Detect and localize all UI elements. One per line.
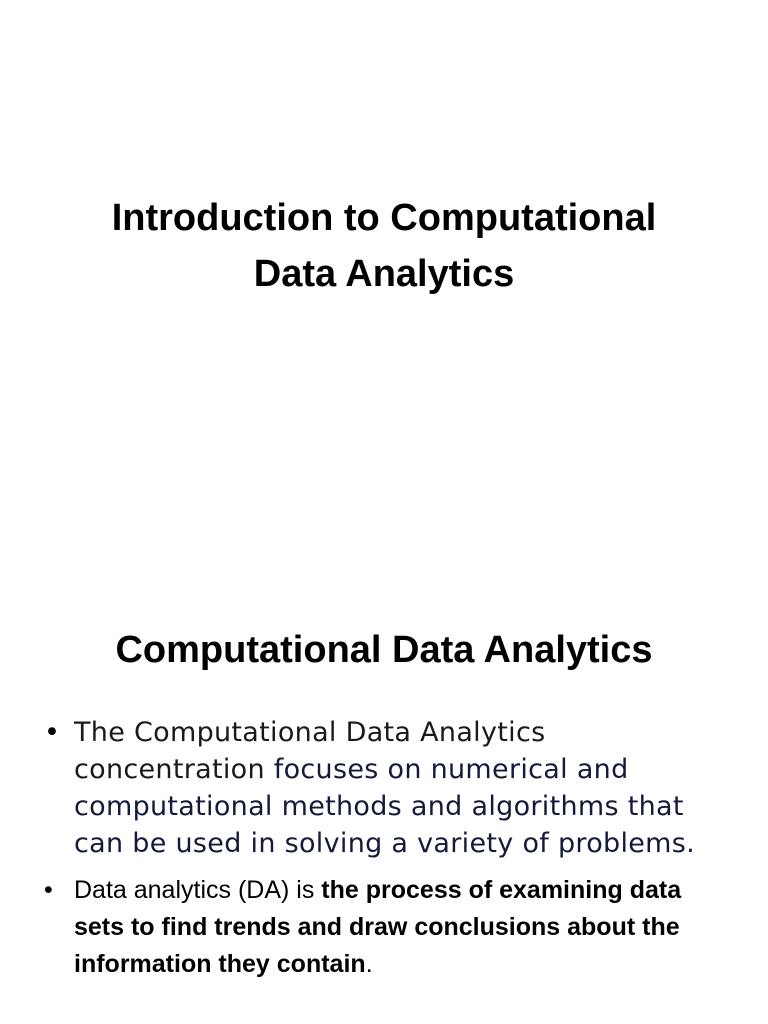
title-line-1: Introduction to Computational <box>111 197 657 239</box>
bullet-lead-text: The Computational Data Analytics concentration <box>74 717 546 785</box>
bullet-plain-text: Data analytics (DA) is <box>74 876 322 904</box>
bullet-list <box>44 714 728 983</box>
bullet-rest-text: focuses on numerical and computational methods and algorithms that can be used in solving a variety of problems. <box>74 754 696 859</box>
bullet-item <box>44 872 728 983</box>
bullet-icon: • <box>44 876 53 904</box>
title-line-2: Data Analytics <box>253 253 515 295</box>
bullet-icon: • <box>44 717 61 748</box>
bullet-end-text: . <box>365 950 373 978</box>
bullet-bold-text: the process of examining data sets to find trends and draw conclusions about the information they contain <box>74 876 682 978</box>
slide-title <box>40 190 728 302</box>
slide-heading: Computational Data Analytics <box>115 629 653 671</box>
content-slide <box>0 576 768 1024</box>
bullet-item <box>44 714 728 862</box>
